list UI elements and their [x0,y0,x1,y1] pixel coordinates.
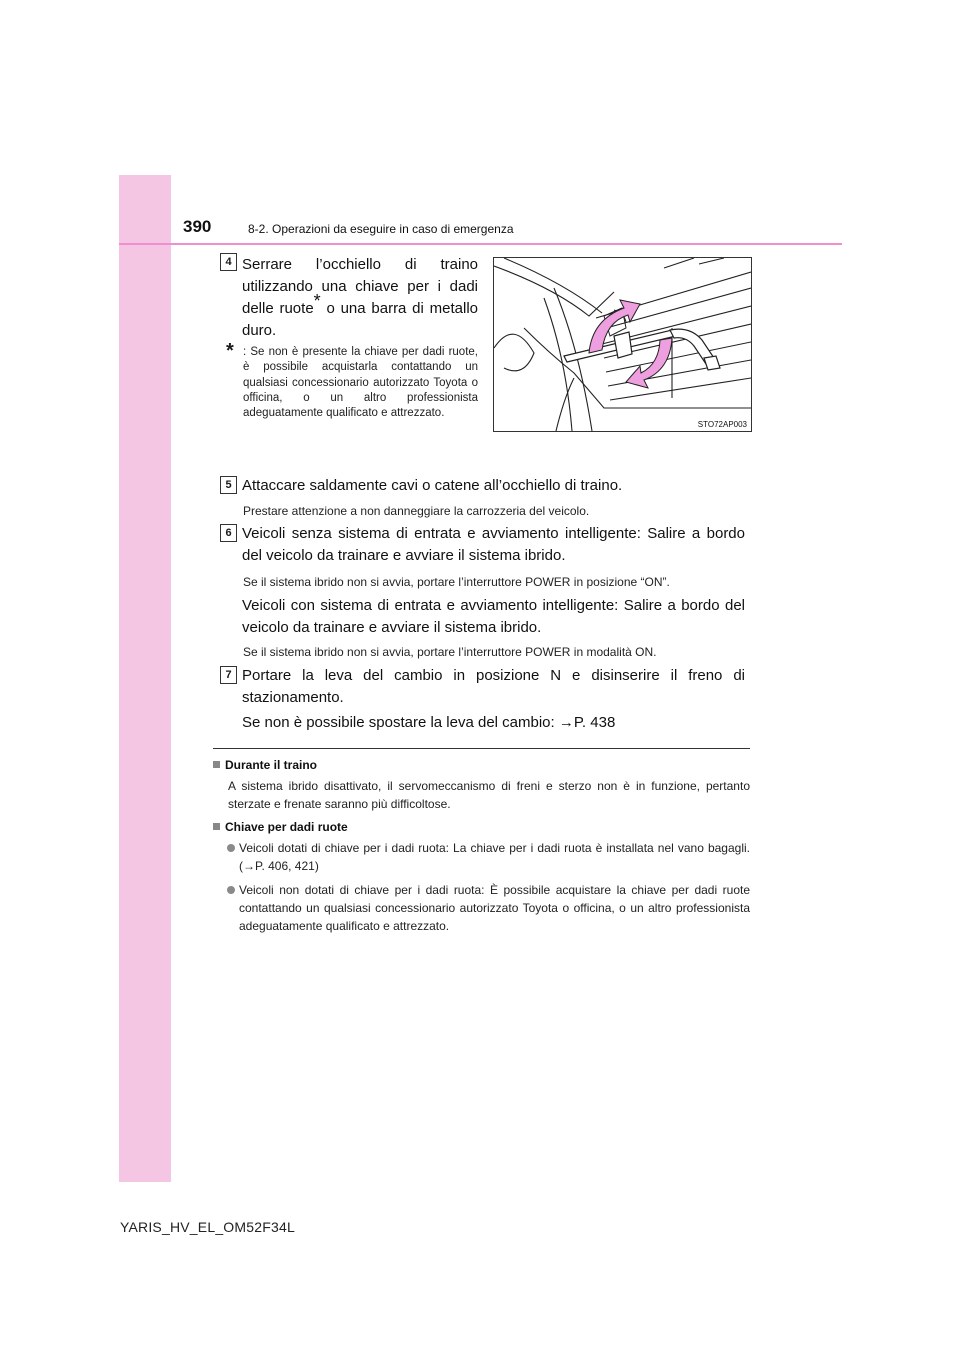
square-bullet-icon [213,823,220,830]
header-rule [119,243,842,245]
step-6-text-b-line-1: Veicoli con sistema di entrata e avviamento intelligente: Salire a bordo del [242,597,745,614]
step-5-text: Attaccare saldamente cavi o catene all’occhiello di traino. [242,477,623,494]
towing-eye-drawing [494,258,751,431]
info-body-towing: A sistema ibrido disattivato, il servomeccanismo di freni e sterzo non è in funzione, pertanto sterzate e frenate saranno più difficoltose. [228,779,750,811]
step-4-line-1: Serrare l’occhiello di traino [242,256,478,273]
section-title: 8-2. Operazioni da eseguire in caso di emergenza [248,222,514,236]
step-6-text-a-line-1: Veicoli senza sistema di entrata e avviamento intelligente: Salire a bordo [242,525,745,542]
info-bullet-1: Veicoli dotati di chiave per i dadi ruota: La chiave per i dadi ruota è installata nel vano bagagli. (→P. 406, 421) [239,841,750,873]
step-7-line-3: Se non è possibile spostare la leva del cambio: →P. 438 [242,714,616,731]
step-6-text-b-line-2: veicolo da trainare e avviare il sistema ibrido. [242,619,542,636]
step-5-note: Prestare attenzione a non danneggiare la carrozzeria del veicolo. [243,504,590,518]
step-4-line-3: delle ruote* o una barra di metallo [242,291,478,317]
step-7-line-1: Portare la leva del cambio in posizione N e disinserire il freno di [242,667,745,684]
document-code-footer: YARIS_HV_EL_OM52F34L [120,1219,295,1235]
info-bullet-2: Veicoli non dotati di chiave per i dadi ruota: È possibile acquistare la chiave per dadi ruote contattando un qualsiasi concessionario autorizzato Toyota o officina, o un altro professionista adeguatamente qualificato e attrezzato. [239,883,750,933]
step-7-number: 7 [220,666,237,684]
square-bullet-icon [213,761,220,768]
step-6-text-a-line-2: del veicolo da trainare e avviare il sistema ibrido. [242,547,566,564]
step-6-note-a: Se il sistema ibrido non si avvia, portare l’interruttore POWER in posizione “ON”. [243,575,670,589]
section-divider [213,748,750,749]
info-heading-towing: Durante il traino [213,758,317,772]
step-4-footnote: : Se non è presente la chiave per dadi ruote, è possibile acquistarla contattando un qualsiasi concessionario autorizzato Toyota o officina, o un altro professionista adeguatamente qualificato e attrezzato. [243,346,478,420]
step-7-line-2: stazionamento. [242,689,344,706]
step-4-line-2: utilizzando una chiave per i dadi [242,278,478,295]
round-bullet-icon [227,844,235,852]
round-bullet-icon [227,886,235,894]
figure-code: STO72AP003 [697,420,747,429]
asterisk-icon: * [313,291,321,311]
step-6-note-b: Se il sistema ibrido non si avvia, portare l’interruttore POWER in modalità ON. [243,645,657,659]
towing-eye-illustration [493,257,752,432]
page-number: 390 [183,217,212,236]
step-5-number: 5 [220,476,237,494]
step-6-number: 6 [220,524,237,542]
step-4-line-4: duro. [242,322,277,339]
footnote-asterisk: * [226,340,234,362]
chapter-sidebar-tab [119,175,171,1182]
step-4-number: 4 [220,253,237,271]
info-heading-wrench: Chiave per dadi ruote [213,820,348,834]
